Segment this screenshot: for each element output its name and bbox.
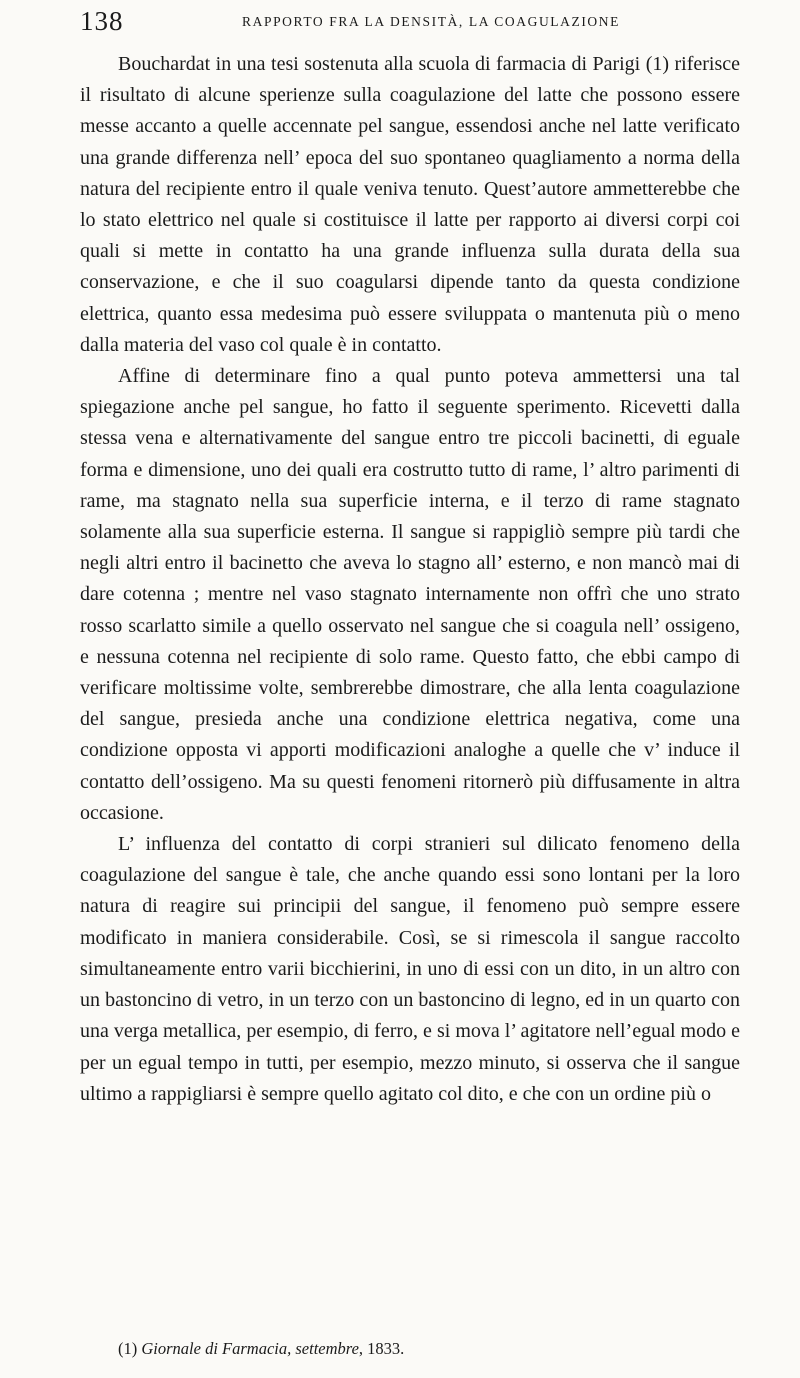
- running-title: RAPPORTO FRA LA DENSITÀ, LA COAGULAZIONE: [242, 14, 620, 29]
- page-number: 138: [80, 6, 124, 36]
- footnote-marker: (1): [118, 1339, 138, 1358]
- footnote-source: Giornale di Farmacia, settembre: [141, 1339, 359, 1358]
- page-header: [80, 6, 740, 46]
- footnote: [118, 1339, 404, 1359]
- body-text: [80, 49, 740, 1110]
- paragraph-1: Bouchardat in una tesi sostenuta alla scuola di farmacia di Parigi (1) riferisce il risultato di alcune sperienze sulla coagulazione del latte che possono essere messe accanto a quelle accennate pel sangue, essendosi anche nel latte verificato una grande differenza nell’ epoca del suo spontaneo quagliamento a norma della natura del recipiente entro il quale veniva tenuto. Quest’autore ammetterebbe che lo stato elettrico nel quale si costituisce il latte per rapporto ai diversi corpi coi quali si mette in contatto ha una grande influenza sulla durata della sua conservazione, e che il suo coagularsi dipende tanto da questa condizione elettrica, quanto essa medesima può essere sviluppata o mantenuta più o meno dalla materia del vaso col quale è in contatto.: [80, 53, 740, 356]
- footnote-year: , 1833.: [358, 1339, 405, 1358]
- paragraph-2: Affine di determinare fino a qual punto poteva ammettersi una tal spiegazione anche pel sangue, ho fatto il seguente sperimento. Ricevetti dalla stessa vena e alternativamente del sangue entro tre piccoli bacinetti, di eguale forma e dimensione, uno dei quali era costrutto tutto di rame, l’ altro parimenti di rame, ma stagnato nella sua superficie interna, e il terzo di rame stagnato solamente alla sua superficie esterna. Il sangue si rappigliò sempre più tardi che negli altri entro il bacinetto che aveva lo stagno all’ esterno, e non mancò mai di dare cotenna ; mentre nel vaso stagnato internamente non offrì che uno strato rosso scarlatto simile a quello osservato nel sangue che si coagula nell’ ossigeno, e nessuna cotenna nel recipiente di solo rame. Questo fatto, che ebbi campo di verificare moltissime volte, sembrerebbe dimostrare, che alla lenta coagulazione del sangue, presieda anche una condizione elettrica negativa, come una condizione opposta vi apporti modificazioni analoghe a quelle che v’ induce il contatto dell’ossigeno. Ma su questi fenomeni ritornerò più diffusamente in altra occasione.: [80, 365, 740, 824]
- paragraph-3: L’ influenza del contatto di corpi stranieri sul dilicato fenomeno della coagulazione del sangue è tale, che anche quando essi sono lontani per la loro natura di reagire sui principii del sangue, il fenomeno può sempre essere modificato in maniera considerabile. Così, se si rimescola il sangue raccolto simultaneamente entro varii bicchierini, in uno di essi con un dito, in un altro con un bastoncino di vetro, in un terzo con un bastoncino di legno, ed in un quarto con una verga metallica, per esempio, di ferro, e si mova l’ agitatore nell’egual modo e per un egual tempo in tutti, per esempio, mezzo minuto, si osserva che il sangue ultimo a rappigliarsi è sempre quello agitato col dito, e che con un ordine più o: [80, 833, 740, 1105]
